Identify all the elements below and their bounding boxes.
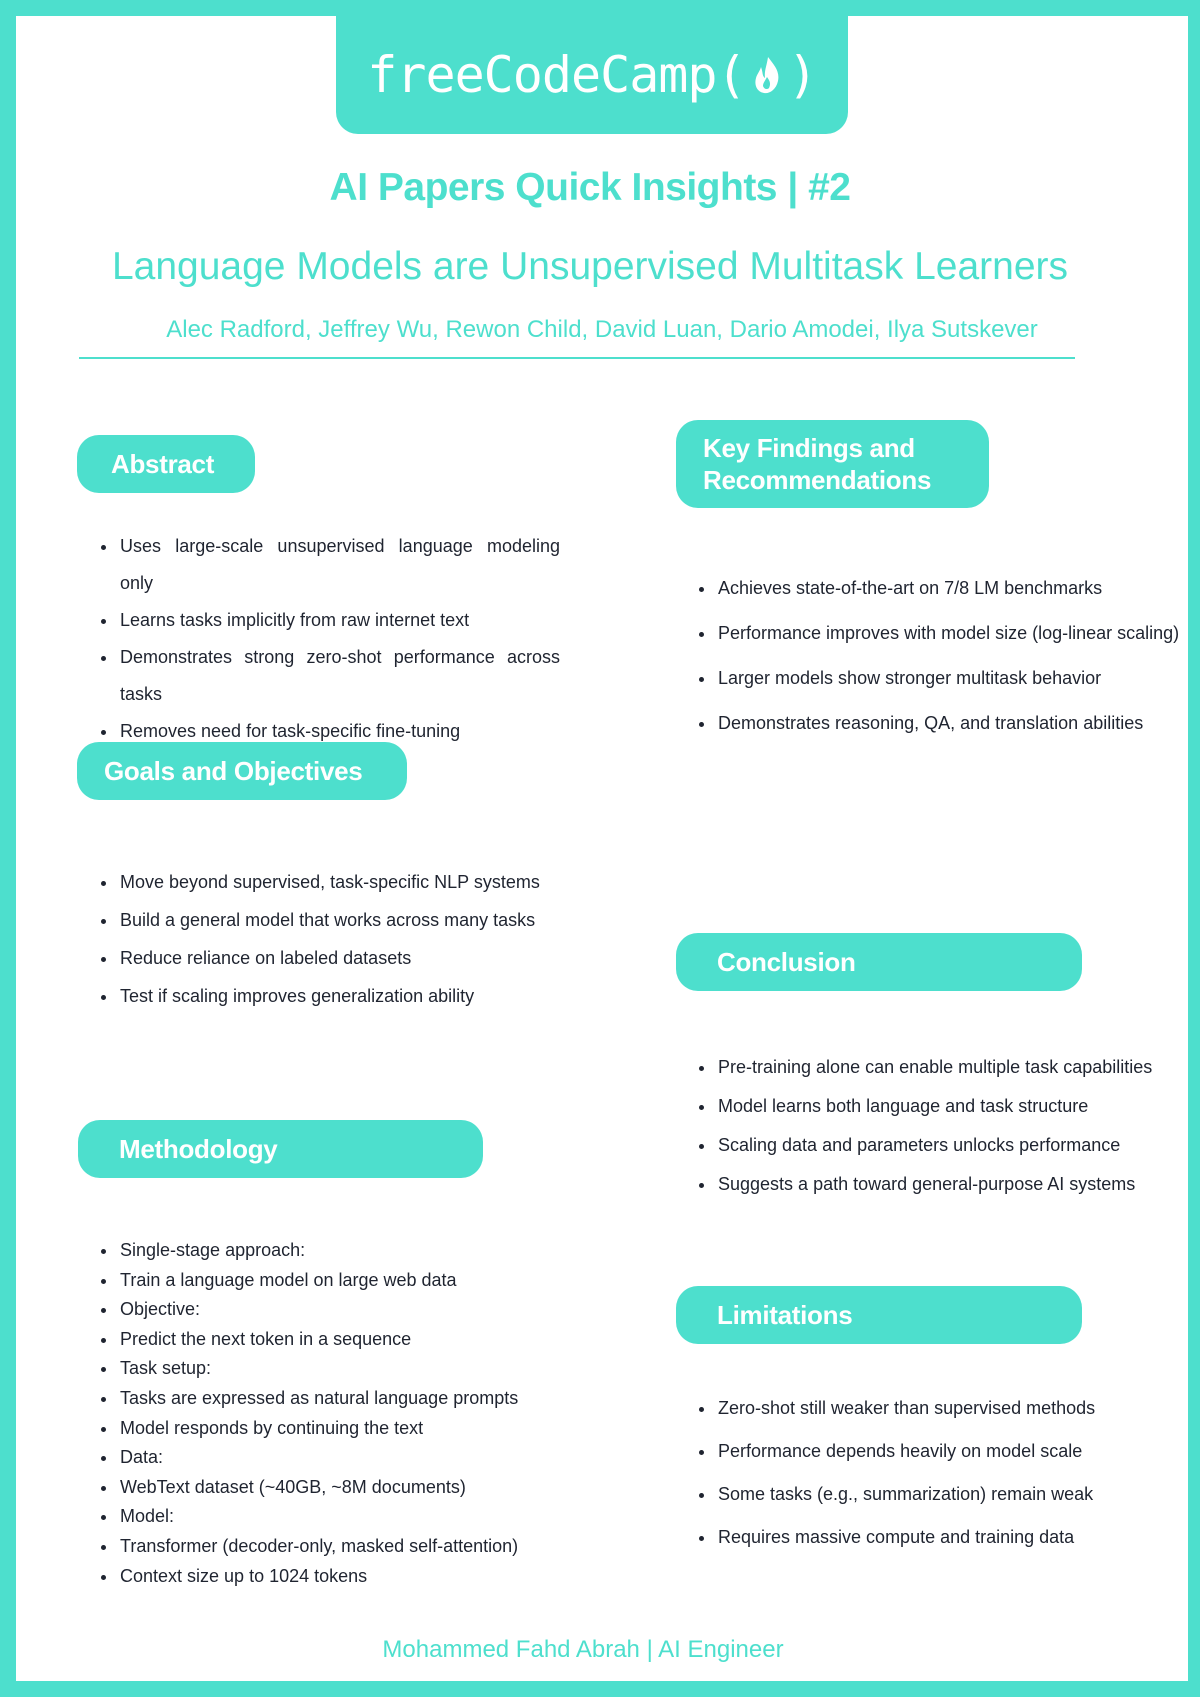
list-item: • Task setup: (118, 1354, 598, 1384)
conclusion-list (685, 1048, 1200, 1204)
list-item: • Achieves state-of-the-art on 7/8 LM benchmarks (716, 566, 1200, 611)
list-item: • Suggests a path toward general-purpose AI systems (716, 1165, 1200, 1204)
list-item: • Model: (118, 1502, 598, 1532)
list-item: • Scaling data and parameters unlocks performance (716, 1126, 1200, 1165)
findings-list (685, 566, 1200, 746)
footer-credit: Mohammed Fahd Abrah | AI Engineer (382, 1636, 784, 1663)
list-item: • Build a general model that works across many tasks (118, 901, 598, 939)
list-item: • Uses large-scale unsupervised language modeling only (118, 528, 560, 602)
list-item: • Reduce reliance on labeled datasets (118, 939, 598, 977)
list-item: • Model learns both language and task structure (716, 1087, 1200, 1126)
methodology-list (87, 1236, 598, 1591)
list-item: • Performance depends heavily on model scale (716, 1430, 1200, 1473)
logo (336, 16, 848, 134)
list-item: • Demonstrates strong zero-shot performance across tasks (118, 639, 560, 713)
paper-title: Language Models are Unsupervised Multitask Learners (111, 245, 1069, 288)
list-item: • Removes need for task-specific fine-tuning (118, 713, 560, 750)
list-item: • Zero-shot still weaker than supervised methods (716, 1387, 1200, 1430)
list-item: • Requires massive compute and training data (716, 1516, 1200, 1559)
limitations-heading (676, 1286, 1082, 1344)
authors: Alec Radford, Jeffrey Wu, Rewon Child, David Luan, Dario Amodei, Ilya Sutskever (166, 316, 1038, 343)
findings-heading-line1: Key Findings and (703, 433, 915, 463)
goals-list (87, 863, 598, 1015)
list-item: • Some tasks (e.g., summarization) remain weak (716, 1473, 1200, 1516)
flame-icon (748, 53, 786, 97)
list-item: • Train a language model on large web data (118, 1266, 598, 1296)
abstract-heading-label: Abstract (111, 449, 215, 479)
abstract-heading (77, 435, 255, 493)
page-title: AI Papers Quick Insights | #2 (329, 166, 851, 209)
logo-text-right: ) (787, 46, 817, 104)
conclusion-heading-label: Conclusion (717, 947, 856, 977)
list-item: • Pre-training alone can enable multiple task capabilities (716, 1048, 1200, 1087)
list-item: • Model responds by continuing the text (118, 1414, 598, 1444)
list-item: • Performance improves with model size (log-linear scaling) (716, 611, 1200, 656)
infographic-page (16, 16, 1188, 1681)
list-item: • Data: (118, 1443, 598, 1473)
findings-heading (676, 420, 989, 508)
list-item: • Larger models show stronger multitask behavior (716, 656, 1200, 701)
list-item: • Context size up to 1024 tokens (118, 1562, 598, 1592)
list-item: • Objective: (118, 1295, 598, 1325)
conclusion-heading (676, 933, 1082, 991)
findings-heading-line2: Recommendations (703, 465, 932, 495)
list-item: • Test if scaling improves generalization ability (118, 977, 598, 1015)
limitations-list (685, 1387, 1200, 1559)
logo-text-left: freeCodeCamp( (367, 46, 746, 104)
list-item: • Learns tasks implicitly from raw internet text (118, 602, 560, 639)
list-item: • Demonstrates reasoning, QA, and translation abilities (716, 701, 1200, 746)
goals-heading (77, 742, 407, 800)
methodology-heading-label: Methodology (119, 1134, 278, 1164)
list-item: • Transformer (decoder-only, masked self-attention) (118, 1532, 598, 1562)
header-divider (79, 357, 1075, 359)
list-item: • Move beyond supervised, task-specific NLP systems (118, 863, 598, 901)
goals-heading-label: Goals and Objectives (104, 756, 363, 786)
list-item: • WebText dataset (~40GB, ~8M documents) (118, 1473, 598, 1503)
list-item: • Predict the next token in a sequence (118, 1325, 598, 1355)
list-item: • Single-stage approach: (118, 1236, 598, 1266)
abstract-list (87, 528, 560, 750)
limitations-heading-label: Limitations (717, 1300, 853, 1330)
methodology-heading (78, 1120, 483, 1178)
list-item: • Tasks are expressed as natural language prompts (118, 1384, 598, 1414)
